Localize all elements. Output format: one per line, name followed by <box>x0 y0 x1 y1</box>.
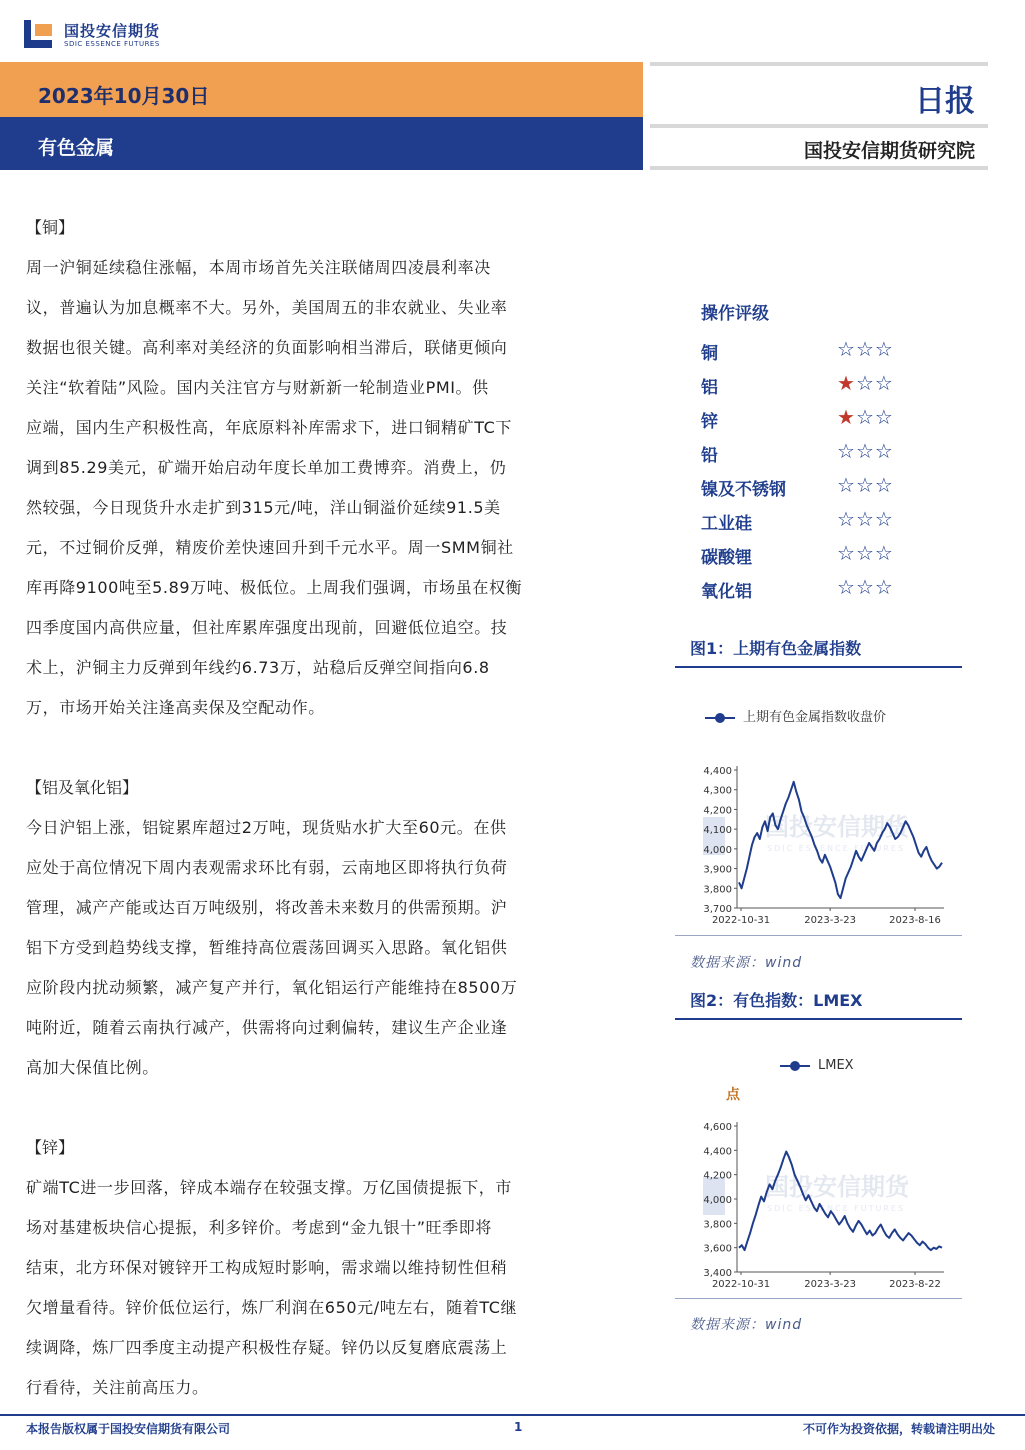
rating-stars <box>837 541 894 565</box>
star-outline-icon: ☆ <box>855 405 875 429</box>
x-tick-label: 2023-8-22 <box>889 1279 941 1290</box>
figure2-legend <box>780 1058 854 1073</box>
figure1-chart <box>675 752 962 932</box>
legend-line-marker-icon <box>780 1061 810 1071</box>
x-tick-label: 2023-8-16 <box>889 915 941 926</box>
y-tick-label: 3,400 <box>703 1268 732 1279</box>
section-spacer <box>26 728 646 768</box>
rating-stars <box>837 337 894 361</box>
paragraph-line: 管理，减产产能或达百万吨级别，将改善未来数月的供需预期。沪 <box>26 898 508 917</box>
star-outline-icon: ☆ <box>837 439 856 463</box>
logo-company-cn: 国投安信期货 <box>64 22 161 40</box>
star-filled-icon: ★ <box>837 371 856 395</box>
paragraph-line: 议，普遍认为加息概率不大。另外，美国周五的非农就业、失业率 <box>26 298 508 317</box>
paragraph-line: 应处于高位情况下周内表观需求环比有弱，云南地区即将执行负荷 <box>26 858 508 877</box>
star-outline-icon: ☆ <box>874 405 894 429</box>
paragraph-line: 数据也很关键。高利率对美经济的负面影响相当滞后，联储更倾向 <box>26 338 508 357</box>
rating-metal-name: 氧化铝 <box>701 582 752 602</box>
star-outline-icon: ☆ <box>874 575 894 599</box>
figure2-source: 数据来源：wind <box>690 1317 803 1333</box>
watermark-text: 国投安信期货 <box>765 813 909 841</box>
star-outline-icon: ☆ <box>874 541 894 565</box>
star-filled-icon: ★ <box>837 405 856 429</box>
main-text-clip <box>26 208 646 1397</box>
paragraph-line: 高加大保值比例。 <box>26 1058 159 1077</box>
paragraph-line: 矿端TC进一步回落，锌成本端存在较强支撑。万亿国债提振下，市 <box>26 1178 513 1197</box>
star-outline-icon: ☆ <box>855 541 875 565</box>
figure2-chart <box>675 1108 962 1296</box>
x-tick-label: 2023-3-23 <box>804 915 857 926</box>
star-outline-icon: ☆ <box>874 473 894 497</box>
rating-title: 操作评级 <box>701 304 769 324</box>
star-outline-icon: ☆ <box>855 507 875 531</box>
rating-list <box>675 333 965 605</box>
institute-name: 国投安信期货研究院 <box>803 140 975 162</box>
rating-stars <box>837 371 894 395</box>
star-outline-icon: ☆ <box>837 473 856 497</box>
report-date: 2023年10月30日 <box>38 84 210 108</box>
star-outline-icon: ☆ <box>837 541 856 565</box>
legend-line-marker-icon <box>705 713 735 723</box>
paragraph-line: 然较强，今日现货升水走扩到315元/吨，洋山铜溢价延续91.5美 <box>26 498 501 517</box>
star-outline-icon: ☆ <box>855 337 875 361</box>
figure2-title: 图2：有色指数：LMEX <box>690 991 863 1010</box>
section-title: 【铝及氧化铝】 <box>26 778 139 797</box>
section-title: 【铜】 <box>26 218 75 237</box>
figure2-rule <box>675 1018 962 1020</box>
star-outline-icon: ☆ <box>855 575 875 599</box>
report-sector: 有色金属 <box>38 137 115 159</box>
y-tick-label: 4,200 <box>703 805 732 817</box>
rating-metal-name: 工业硅 <box>701 514 752 534</box>
sector-band <box>0 117 643 170</box>
x-tick-label: 2022-10-31 <box>711 915 771 926</box>
star-outline-icon: ☆ <box>855 473 875 497</box>
rating-row <box>701 537 965 571</box>
logo-mark-icon <box>24 18 56 50</box>
paragraph-line: 续调降，炼厂四季度主动提产积极性存疑。锌仍以反复磨底震荡上 <box>26 1338 508 1357</box>
y-tick-label: 4,200 <box>703 1170 732 1182</box>
figure1-legend <box>705 706 886 725</box>
figure2-y-unit: 点 <box>726 1087 740 1103</box>
star-outline-icon: ☆ <box>837 575 856 599</box>
paragraph-line: 场对基建板块信心提振，利多锌价。考虑到“金九银十”旺季即将 <box>26 1218 492 1237</box>
rating-metal-name: 镍及不锈钢 <box>701 480 786 500</box>
rating-metal-name: 铝 <box>701 378 718 398</box>
paragraph-line: 库再降9100吨至5.89万吨、极低位。上周我们强调，市场虽在权衡 <box>26 578 523 597</box>
rating-stars <box>837 439 894 463</box>
star-outline-icon: ☆ <box>874 337 894 361</box>
star-outline-icon: ☆ <box>874 507 894 531</box>
rating-metal-name: 碳酸锂 <box>701 548 752 568</box>
rating-stars <box>837 507 894 531</box>
y-tick-label: 4,000 <box>703 844 732 856</box>
company-logo <box>24 16 204 56</box>
figure1-bottom-rule <box>675 935 962 936</box>
figure1-legend-label: 上期有色金属指数收盘价 <box>743 710 887 725</box>
paragraph-line: 四季度国内高供应量，但社库累库强度出现前，回避低位追空。技 <box>26 618 508 637</box>
rating-row <box>701 401 965 435</box>
footer-disclaimer: 不可作为投资依据，转载请注明出处 <box>802 1422 995 1436</box>
y-tick-label: 4,600 <box>703 1122 732 1133</box>
rating-stars <box>837 575 894 599</box>
star-outline-icon: ☆ <box>837 337 856 361</box>
star-outline-icon: ☆ <box>837 507 856 531</box>
paragraph-line: 关注“软着陆”风险。国内关注官方与财新新一轮制造业PMI。供 <box>26 378 489 397</box>
footer-rule <box>0 1414 1025 1416</box>
y-tick-label: 4,100 <box>703 825 732 837</box>
figure1-rule <box>675 666 962 668</box>
y-tick-label: 3,700 <box>703 904 732 915</box>
rating-metal-name: 铜 <box>701 344 718 364</box>
rating-row <box>701 503 965 537</box>
rating-row <box>701 469 965 503</box>
section-spacer <box>26 1088 646 1128</box>
star-outline-icon: ☆ <box>855 439 875 463</box>
y-tick-label: 3,800 <box>703 1219 732 1231</box>
rating-row <box>701 571 965 605</box>
watermark-subtext: SDIC ESSENCE FUTURES <box>767 844 906 853</box>
star-outline-icon: ☆ <box>874 439 894 463</box>
rating-stars <box>837 405 894 429</box>
star-outline-icon: ☆ <box>855 371 875 395</box>
y-tick-label: 4,400 <box>703 1146 732 1158</box>
paragraph-line: 元，不过铜价反弹，精废价差快速回升到千元水平。周一SMM铜社 <box>26 538 514 557</box>
paragraph-line: 调到85.29美元，矿端开始启动年度长单加工费博弈。消费上，仍 <box>26 458 507 477</box>
figure2-legend-label: LMEX <box>818 1058 854 1073</box>
rating-row <box>701 435 965 469</box>
paragraph-line: 应端，国内生产积极性高，年底原料补库需求下，进口铜精矿TC下 <box>26 418 513 437</box>
y-tick-label: 4,400 <box>703 766 732 777</box>
header-rule <box>650 124 988 128</box>
rating-metal-name: 锌 <box>701 412 718 432</box>
rating-stars <box>837 473 894 497</box>
paragraph-line: 术上，沪铜主力反弹到年线约6.73万，站稳后反弹空间指向6.8 <box>26 658 490 677</box>
header-rule <box>650 166 988 170</box>
watermark-subtext: SDIC ESSENCE FUTURES <box>767 1204 906 1213</box>
y-tick-label: 4,000 <box>703 1195 732 1206</box>
footer-copyright: 本报告版权属于国投安信期货有限公司 <box>26 1422 231 1436</box>
y-tick-label: 3,900 <box>703 864 732 876</box>
logo-company-en: SDIC ESSENCE FUTURES <box>64 40 160 48</box>
rating-row <box>701 333 965 367</box>
figure2-bottom-rule <box>675 1298 962 1299</box>
section-title: 【锌】 <box>26 1138 75 1157</box>
paragraph-line: 吨附近，随着云南执行减产，供需将向过剩偏转，建议生产企业逢 <box>26 1018 508 1037</box>
date-band <box>0 62 643 117</box>
paragraph-line: 应阶段内扰动频繁，减产复产并行，氧化铝运行产能维持在8500万 <box>26 978 518 997</box>
header-rule <box>650 62 988 66</box>
rating-row <box>701 367 965 401</box>
y-tick-label: 4,300 <box>703 785 732 797</box>
y-tick-label: 3,600 <box>703 1243 732 1255</box>
paragraph-line: 欠增量看待。锌价低位运行，炼厂利润在650元/吨左右，随着TC继 <box>26 1298 518 1317</box>
paragraph-line: 今日沪铝上涨，铝锭累库超过2万吨，现货贴水扩大至60元。在供 <box>26 818 507 837</box>
watermark-text: 国投安信期货 <box>765 1173 909 1201</box>
paragraph-line: 周一沪铜延续稳住涨幅，本周市场首先关注联储周四凌晨利率决 <box>26 258 491 277</box>
paragraph-line: 行看待，关注前高压力。 <box>26 1378 209 1397</box>
x-tick-label: 2022-10-31 <box>711 1279 771 1290</box>
report-type: 日报 <box>915 84 975 119</box>
paragraph-line: 结束，北方环保对镀锌开工构成短时影响，需求端以维持韧性但稍 <box>26 1258 508 1277</box>
star-outline-icon: ☆ <box>874 371 894 395</box>
y-tick-label: 3,800 <box>703 884 732 896</box>
paragraph-line: 铝下方受到趋势线支撑，暂维持高位震荡回调买入思路。氧化铝供 <box>26 938 508 957</box>
page-number: 1 <box>514 1420 523 1434</box>
rating-metal-name: 铅 <box>701 446 718 466</box>
figure1-title: 图1：上期有色金属指数 <box>690 639 862 658</box>
figure1-source: 数据来源：wind <box>690 955 803 971</box>
rating-panel <box>675 295 965 605</box>
x-tick-label: 2023-3-23 <box>804 1279 857 1290</box>
paragraph-line: 万，市场开始关注逢高卖保及空配动作。 <box>26 698 325 717</box>
